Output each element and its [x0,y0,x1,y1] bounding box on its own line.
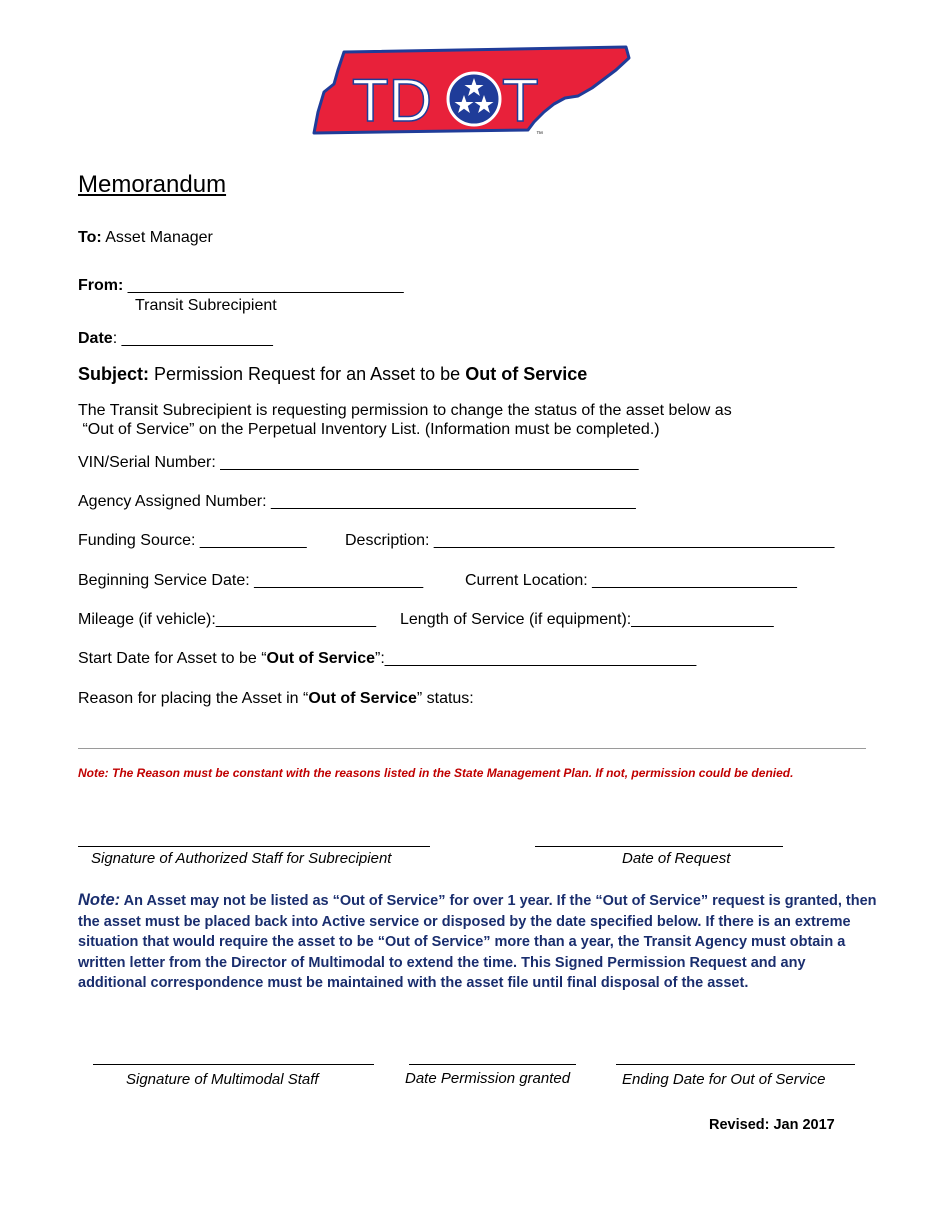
date-request-line[interactable] [535,846,783,847]
policy-note [78,890,878,994]
date-label: Date [78,330,113,347]
mileage-field[interactable]: Mileage (if vehicle):__________________ [78,611,376,628]
current-location-field[interactable]: Current Location: _______________________ [465,572,797,589]
start-bold: Out of Service [266,650,376,667]
start-prefix: Start Date for Asset to be “ [78,650,267,667]
from-label: From: [78,277,124,294]
beginning-date-field[interactable]: Beginning Service Date: ___________________ [78,572,424,589]
agency-number-field[interactable]: Agency Assigned Number: _________________________________________ [78,493,636,510]
description-field[interactable]: Description: _____________________________________________ [345,532,835,549]
from-line [78,277,404,295]
date-request-caption: Date of Request [622,850,731,867]
revised-date: Revised: Jan 2017 [709,1117,835,1133]
reason-label [78,690,474,708]
policy-note-label: Note: [78,891,121,909]
multimodal-signature-line[interactable] [93,1064,374,1065]
subrecipient-signature-line[interactable] [78,846,430,847]
policy-note-text: An Asset may not be listed as “Out of Service” for over 1 year. If the “Out of Service” request is granted, then the asset must be placed back into Active service or disposed by the date specified below. If there is an extreme situation that would require the asset to be “Out of Service” more than a year, the Transit Agency must obtain a written letter from the Director of Multimodal to extend the time. This Signed Permission Request and any additional correspondence must be maintained with the asset file until final disposal of the asset. [78,893,877,991]
ending-date-line[interactable] [616,1064,855,1065]
page-title: Memorandum [78,171,227,198]
intro-line-2: “Out of Service” on the Perpetual Inventory List. (Information must be completed.) [78,421,660,438]
reason-prefix: Reason for placing the Asset in “ [78,690,309,707]
subject-label: Subject: [78,364,150,384]
tdot-logo [308,44,633,139]
logo-text-t: T [502,67,539,134]
subject-text: Permission Request for an Asset to be [154,364,461,384]
reason-bold: Out of Service [308,690,417,707]
multimodal-signature-caption: Signature of Multimodal Staff [126,1071,319,1088]
ending-date-caption: Ending Date for Out of Service [622,1071,826,1088]
vin-field[interactable]: VIN/Serial Number: _______________________________________________ [78,454,639,471]
logo-text-td: TD [352,67,432,134]
reason-suffix: ” status: [416,690,474,707]
to-value: Asset Manager [105,229,213,246]
intro-paragraph [78,401,732,439]
subrecipient-signature-caption: Signature of Authorized Staff for Subrecipient [91,850,392,867]
trademark-mark: ™ [536,131,543,138]
intro-line-1: The Transit Subrecipient is requesting permission to change the status of the asset below as [78,402,732,419]
length-service-field[interactable]: Length of Service (if equipment):________________ [400,611,774,628]
date-granted-caption: Date Permission granted [405,1070,571,1087]
from-caption: Transit Subrecipient [135,297,277,314]
date-field[interactable]: : _________________ [112,330,273,347]
start-date-field[interactable] [78,650,696,668]
date-line [78,330,273,348]
reason-note: Note: The Reason must be constant with the reasons listed in the State Management Plan. If not, permission could be denied. [78,766,794,780]
subject-bold: Out of Service [465,364,588,384]
subject-line [78,364,587,385]
date-granted-line[interactable] [409,1064,576,1065]
funding-source-field[interactable]: Funding Source: ____________ [78,532,307,549]
start-suffix: ”:___________________________________ [375,650,697,667]
to-line [78,229,213,247]
from-field[interactable]: _______________________________ [127,277,404,294]
reason-input-line[interactable] [78,748,866,749]
to-label: To: [78,229,102,246]
